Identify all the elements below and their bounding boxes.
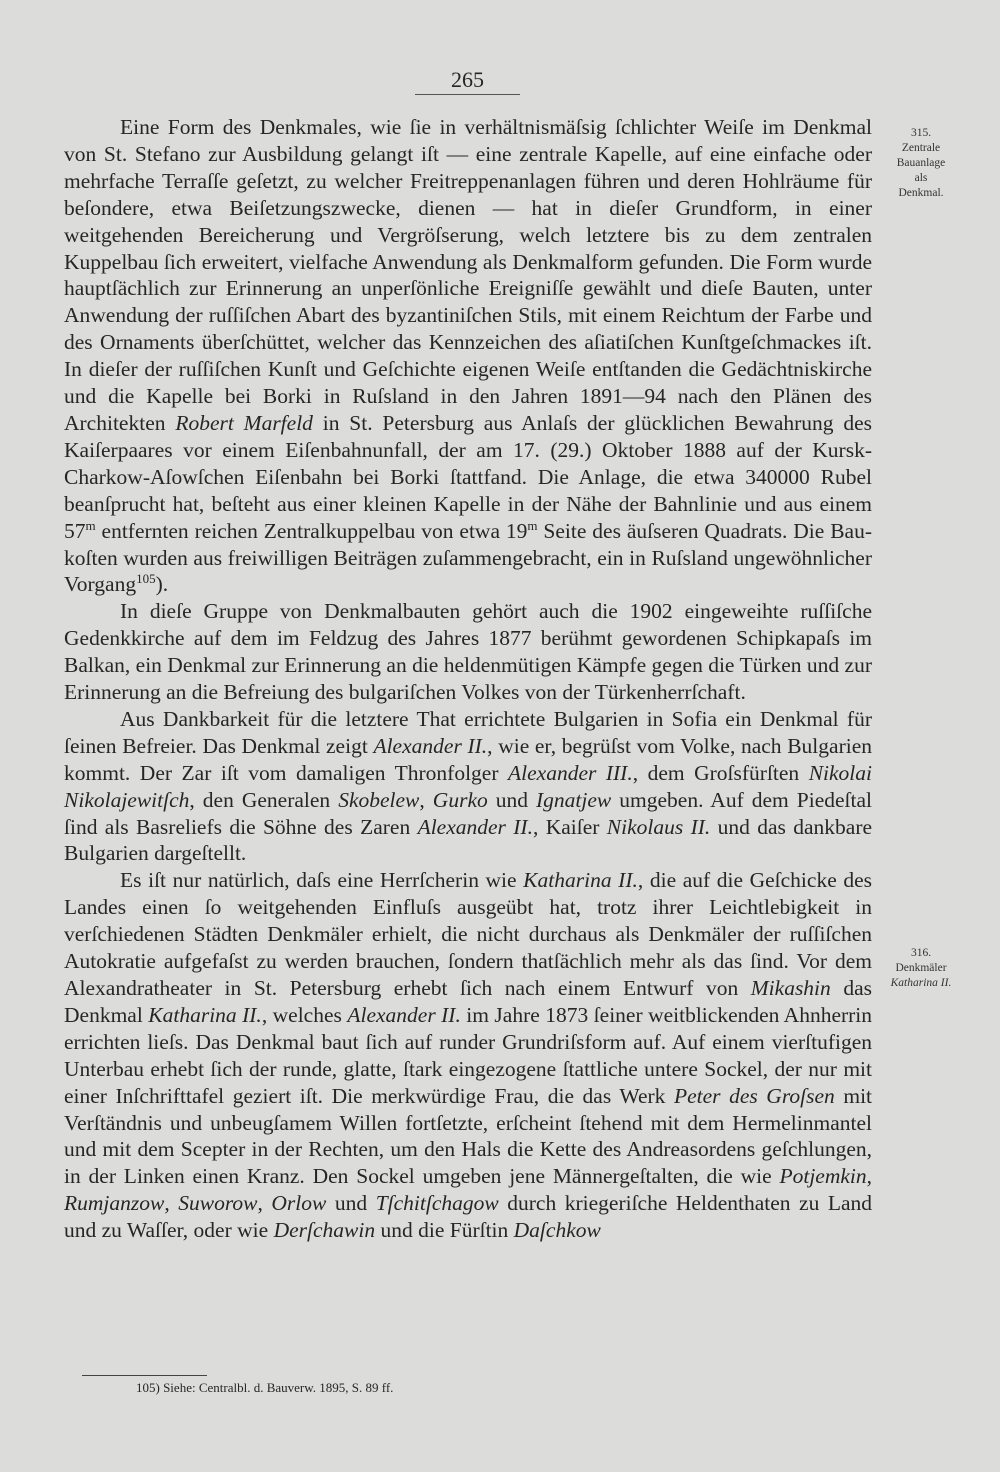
person-name: Nikolaus II. xyxy=(606,814,711,839)
person-name: Alexander III. xyxy=(508,760,633,785)
person-name: Alexander II. xyxy=(347,1002,461,1027)
text-run: , xyxy=(164,1191,170,1216)
text-run: , Kaiſer xyxy=(532,814,600,839)
person-name: Tſchitſchagow xyxy=(375,1191,499,1216)
person-name: Daſchkow xyxy=(513,1218,601,1243)
person-name: Robert Marfeld xyxy=(175,410,313,435)
text-run: das Denkmal xyxy=(64,976,873,1027)
text-run: und das dankbare Bulgarien dargeſtellt. xyxy=(64,814,873,866)
text-run: und die Fürſtin xyxy=(380,1218,509,1243)
footnote: 105) Siehe: Centralbl. d. Bauverw. 1895, S. 89 ff. xyxy=(136,1380,394,1395)
marginal-note-line: Katharina II. xyxy=(890,977,952,989)
text-run: , xyxy=(866,1164,873,1189)
person-name: Nikolai Nikolajewitſch xyxy=(64,760,872,812)
person-name: Peter des Groſsen xyxy=(673,1083,835,1108)
text-run: mit Verſtändnis und unbeugſamem Willen fortſetzte, erſcheint ſtehend mit dem Hermelinmantel und mit dem Scepter in der Rechten, um den Hals die Kette des Andreasordens geſchlungen, in der Linken einen Kranz. Den Sockel umgeben jene Männergeſtalten, die wie xyxy=(64,1083,873,1189)
text-run: entfernten reichen Zentralkuppelbau von etwa 19 xyxy=(101,518,528,543)
marginal-note-line: Denkmal. xyxy=(898,187,944,199)
marginal-note-number: 316. xyxy=(910,947,932,959)
text-run: Seite des äuſseren Quadrats. Die Baukoſten wurden aus freiwilligen Beiträgen zuſammengebracht, ein in Ruſsland ungewöhnlicher Vorgang xyxy=(64,518,873,597)
text-run: durch kriegeriſche Heldenthaten zu Land und zu Waſſer, oder wie xyxy=(64,1191,873,1243)
person-name: Alexander II. xyxy=(417,814,533,839)
unit-superscript: m xyxy=(527,517,538,533)
person-name: Derſchawin xyxy=(273,1218,376,1243)
text-run: und xyxy=(495,787,528,812)
text-run: umgeben. Auf dem Piedeſtal ſind als Basreliefs die Söhne des Zaren xyxy=(64,787,873,839)
paragraph-4 xyxy=(64,867,872,1244)
person-name: Katharina II. xyxy=(523,868,638,893)
text-run: Eine Form des Denkmales, wie ſie in verhältnismäſsig ſchlichter Weiſe im Denkmal von St. Stefano zur Ausbildung gelangt iſt — eine zentrale Kapelle, auf eine einfache oder mehrfache Terraſſe geſetzt, zu welcher Freitreppenanlagen führen und deren Hohlräume für beſondere, etwa Beiſetzungszwecke, dienen — hat in dieſer Grundform, in einer weitgehenden Bereicherung und Vergröſserung, welch letztere bis zu dem zentralen Kuppelbau ſich erweitert, vielfache Anwendung als Denkmalform gefunden. Die Form wurde hauptſächlich zur Erinnerung an unperſönliche Ereigniſſe gewählt und dieſe Bauten, unter Anwendung der ruſſiſchen Abart des byzantiniſchen Stils, mit einem Reichtum der Farbe und des Ornaments überſchüttet, welcher das Kennzeichen des aſiatiſchen Kunſtgeſchmackes iſt. In dieſer der ruſſiſchen Kunſt und Geſchichte eigenen Weiſe entſtanden die Gedächtniskirche und die Kapelle bei Borki in Ruſsland in den Jahren 1891—94 nach den Plänen des Architekten xyxy=(64,115,872,435)
text-run: , xyxy=(257,1191,263,1216)
text-run: , wie er, begrüſst vom Volke, nach Bulgarien kommt. Der Zar iſt vom damaligen Thronfolger xyxy=(64,733,872,785)
text-run: Es iſt nur natürlich, daſs eine Herrſcherin wie xyxy=(120,868,517,893)
paragraph-2: In dieſe Gruppe von Denkmalbauten gehört auch die 1902 eingeweihte ruſſiſche Gedenkkirche auf dem im Feldzug des Jahres 1877 berühmt gewordenen Schipkapaſs im Balkan, ein Denkmal zur Erinnerung an die heldenmütigen Kämpfe gegen die Türken und zur Erinnerung an die Befreiung des bulgariſchen Volkes von der Türkenherrſchaft. xyxy=(64,599,872,705)
footnote-divider xyxy=(82,1375,207,1376)
footnote-reference: 105 xyxy=(136,571,156,587)
text-run: im Jahre 1873 ſeiner weitblickenden Ahnherrin errichten lieſs. Das Denkmal baut ſich auf runder Grundriſsform auf. Auf einem vierſtufigen Unterbau erhebt ſich der runde, glatte, ſtark eingezogene ſtattliche untere Sockel, der nur mit einer Inſchrifttafel geziert iſt. Die merkwürdige Frau, die das Werk xyxy=(64,1002,873,1108)
marginal-note-line: Zentrale xyxy=(901,142,941,154)
unit-superscript: m xyxy=(85,517,96,533)
marginal-note-number: 315. xyxy=(910,127,932,139)
body-text xyxy=(64,114,872,1244)
person-name: Skobelew xyxy=(338,787,420,812)
person-name: Potjemkin xyxy=(779,1164,867,1189)
person-name: Gurko xyxy=(432,787,488,812)
person-name: Rumjanzow xyxy=(64,1191,165,1216)
person-name: Katharina II. xyxy=(148,1002,262,1027)
text-run: , den Generalen xyxy=(189,787,331,812)
marginal-note-315 xyxy=(876,126,966,201)
text-run: Aus Dankbarkeit für die letztere That errichtete Bulgarien in Sofia ein Denkmal für ſeinen Befreier. Das Denkmal zeigt xyxy=(64,706,872,758)
person-name: Orlow xyxy=(271,1191,327,1216)
text-run: , xyxy=(419,787,425,812)
text-run: ). xyxy=(155,572,169,597)
text-run: in St. Petersburg aus Anlaſs der glücklichen Bewahrung des Kaiſerpaares vor einem Eiſenbahnunfall, der am 17. (29.) Oktober 1888 auf der Kursk-Charkow-Aſowſchen Eiſenbahn bei Borki ſtattfand. Die Anlage, die etwa 340000 Rubel beanſprucht hat, beſteht aus einer kleinen Kapelle in der Nähe der Bahnlinie und aus einem 57 xyxy=(64,410,873,543)
text-run: und xyxy=(334,1191,368,1216)
marginal-note-316 xyxy=(876,946,966,991)
page-number: 265 xyxy=(415,68,520,95)
person-name: Alexander II. xyxy=(373,733,488,758)
person-name: Ignatjew xyxy=(536,787,612,812)
person-name: Suworow xyxy=(178,1191,258,1216)
marginal-note-line: Bauanlage xyxy=(896,157,946,169)
marginal-note-line: als xyxy=(914,172,928,184)
person-name: Mikashin xyxy=(750,976,831,1000)
text-run: , die auf die Geſchicke des Landes einen ſo weitgehenden Einfluſs ausgeübt hat, trotz ihrer Leichtlebigkeit in verſchiedenen Städten Denkmäler erhielt, die nicht durchaus als Denkmäler der ruſſiſchen Autokratie aufgefaſst zu werden brauchen, ſondern thatſächlich mehr als das ſind. Vor dem Alexandratheater in St. Petersburg erhebt ſich nach einem Entwurf von xyxy=(64,868,872,1000)
marginal-note-line: Denkmäler xyxy=(895,962,947,974)
text-run: , welches xyxy=(261,1002,342,1027)
text-run: , dem Groſsfürſten xyxy=(632,760,800,785)
paragraph-1 xyxy=(64,114,872,598)
paragraph-3 xyxy=(64,706,872,867)
